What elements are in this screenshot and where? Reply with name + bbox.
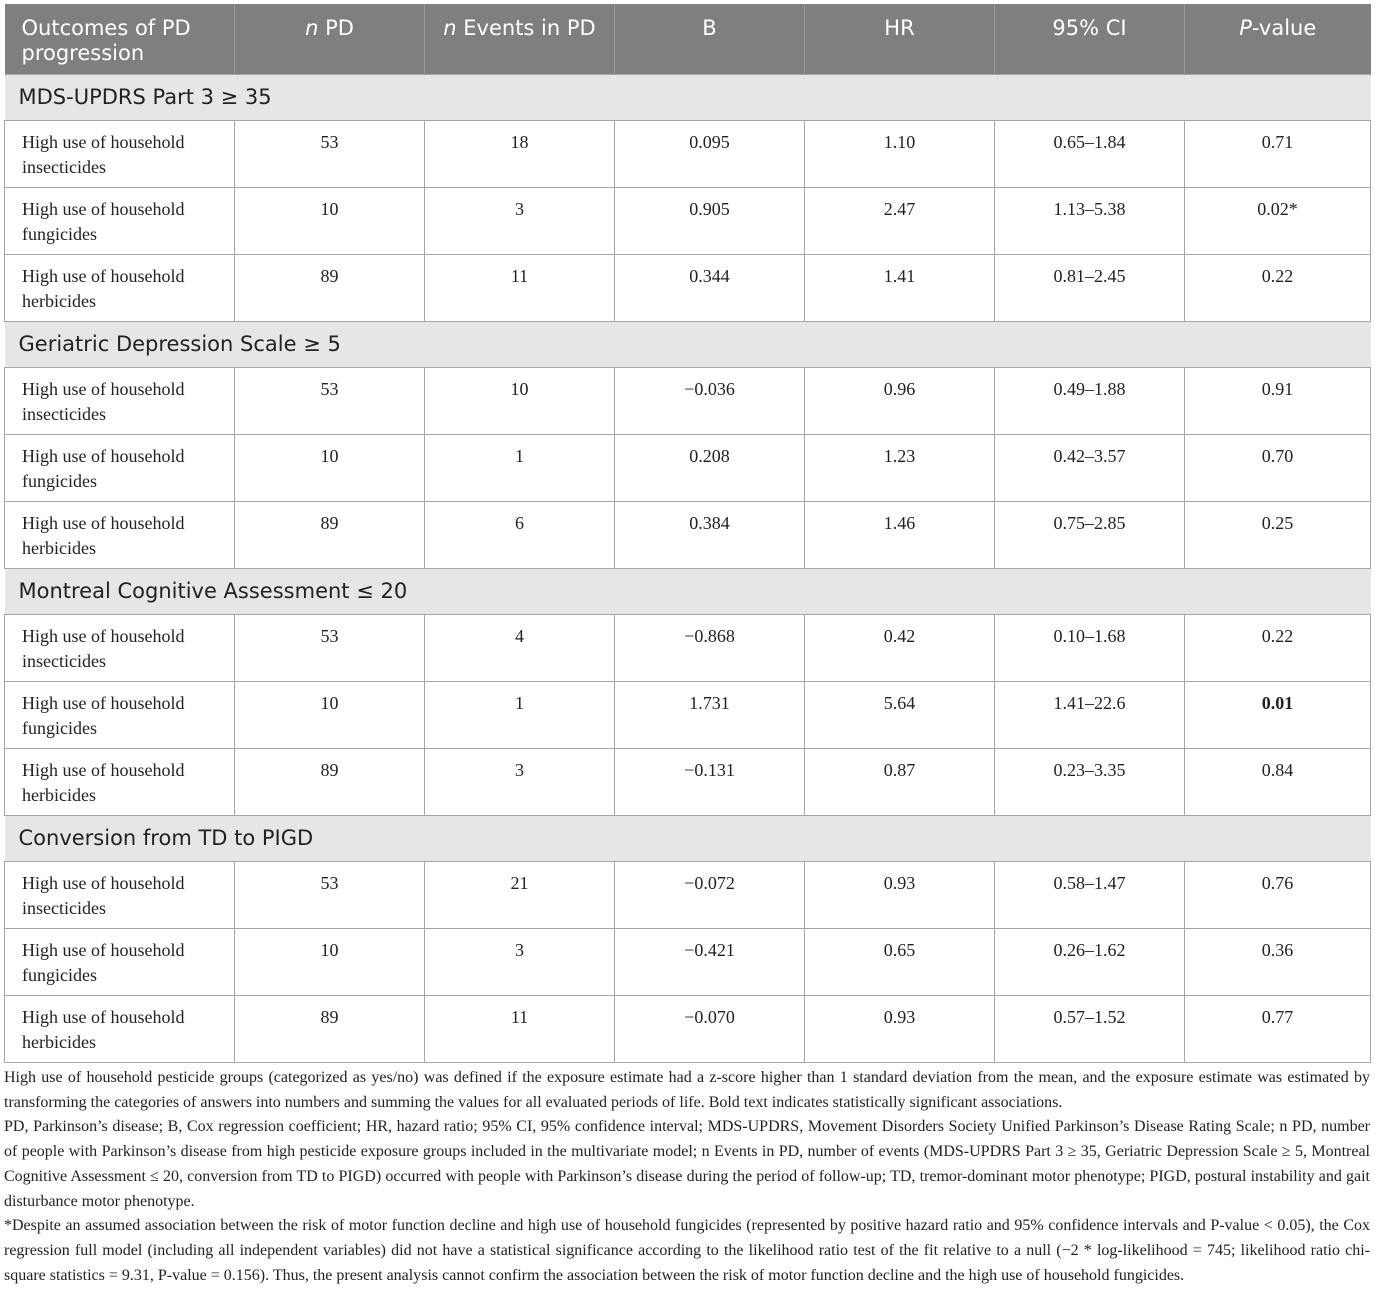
cell-n-pd: 89 — [235, 995, 425, 1062]
cell-label: High use of household fungicides — [5, 681, 235, 748]
cell-p-value: 0.84 — [1185, 748, 1371, 815]
footnote-definition: High use of household pesticide groups (categorized as yes/no) was defined if the exposure estimate had a z-score higher than 1 standard deviation from the mean, and the exposure estimate was estimated by transforming the categories of answers into numbers and summing the values for all evaluated periods of life. Bold text indicates statistically significant associations. — [4, 1069, 1370, 1111]
cell-n-events: 3 — [425, 928, 615, 995]
results-table-wrapper — [4, 4, 1370, 1063]
cell-p-value: 0.22 — [1185, 614, 1371, 681]
group-header-row — [5, 321, 1371, 367]
cell-label: High use of household herbicides — [5, 748, 235, 815]
cell-n-pd: 10 — [235, 681, 425, 748]
cell-n-pd: 53 — [235, 120, 425, 187]
table-row — [5, 120, 1371, 187]
cell-n-events: 10 — [425, 367, 615, 434]
cell-label: High use of household herbicides — [5, 254, 235, 321]
cell-b: 0.344 — [615, 254, 805, 321]
cell-n-pd: 10 — [235, 434, 425, 501]
cell-ci: 0.42–3.57 — [995, 434, 1185, 501]
header-b: B — [615, 4, 805, 74]
table-row — [5, 367, 1371, 434]
table-row — [5, 861, 1371, 928]
cell-b: −0.421 — [615, 928, 805, 995]
cell-p-value: 0.25 — [1185, 501, 1371, 568]
table-body — [5, 74, 1371, 1062]
cell-n-pd: 53 — [235, 861, 425, 928]
cell-n-events: 6 — [425, 501, 615, 568]
header-ci: 95% CI — [995, 4, 1185, 74]
group-title: Geriatric Depression Scale ≥ 5 — [5, 321, 1371, 367]
cell-hr: 1.10 — [805, 120, 995, 187]
cell-n-events: 3 — [425, 748, 615, 815]
cell-ci: 0.81–2.45 — [995, 254, 1185, 321]
cell-b: −0.070 — [615, 995, 805, 1062]
results-table — [4, 4, 1371, 1063]
cell-label: High use of household herbicides — [5, 995, 235, 1062]
header-n-pd-rest: PD — [318, 16, 354, 40]
cell-b: −0.868 — [615, 614, 805, 681]
header-n-pd — [235, 4, 425, 74]
cell-label: High use of household insecticides — [5, 861, 235, 928]
cell-label: High use of household insecticides — [5, 367, 235, 434]
cell-p-value: 0.77 — [1185, 995, 1371, 1062]
table-row — [5, 187, 1371, 254]
header-n-events — [425, 4, 615, 74]
cell-label: High use of household fungicides — [5, 187, 235, 254]
cell-p-value: 0.02* — [1185, 187, 1371, 254]
cell-n-events: 11 — [425, 995, 615, 1062]
cell-n-events: 1 — [425, 434, 615, 501]
cell-hr: 5.64 — [805, 681, 995, 748]
table-row — [5, 748, 1371, 815]
header-n-events-rest: Events in PD — [456, 16, 596, 40]
cell-b: 0.095 — [615, 120, 805, 187]
cell-hr: 2.47 — [805, 187, 995, 254]
group-title: Conversion from TD to PIGD — [5, 815, 1371, 861]
cell-hr: 0.87 — [805, 748, 995, 815]
table-row — [5, 434, 1371, 501]
cell-p-value: 0.22 — [1185, 254, 1371, 321]
cell-n-pd: 89 — [235, 501, 425, 568]
cell-hr: 1.46 — [805, 501, 995, 568]
cell-p-value: 0.76 — [1185, 861, 1371, 928]
footnote-abbreviations: PD, Parkinson’s disease; B, Cox regression coefficient; HR, hazard ratio; 95% CI, 95% confidence interval; MDS-UPDRS, Movement Disorders Society Unified Parkinson’s Disease Rating Scale; n PD, number of people with Parkinson’s disease from high pesticide exposure groups included in the multivariate model; n Events in PD, number of events (MDS-UPDRS Part 3 ≥ 35, Geriatric Depression Scale ≥ 5, Montreal Cognitive Assessment ≤ 20, conversion from TD to PIGD) occurred with people with Parkinson’s disease during the period of follow-up; TD, tremor-dominant motor phenotype; PIGD, postural instability and gait disturbance motor phenotype. — [4, 1118, 1370, 1210]
cell-b: 0.208 — [615, 434, 805, 501]
header-p-rest: -value — [1251, 16, 1317, 40]
cell-n-events: 1 — [425, 681, 615, 748]
cell-n-pd: 10 — [235, 928, 425, 995]
cell-hr: 0.42 — [805, 614, 995, 681]
header-n-events-italic: n — [443, 16, 457, 40]
cell-label: High use of household fungicides — [5, 928, 235, 995]
cell-n-events: 3 — [425, 187, 615, 254]
cell-ci: 1.41–22.6 — [995, 681, 1185, 748]
group-title: Montreal Cognitive Assessment ≤ 20 — [5, 568, 1371, 614]
cell-n-events: 18 — [425, 120, 615, 187]
cell-hr: 0.93 — [805, 995, 995, 1062]
cell-b: 0.384 — [615, 501, 805, 568]
table-header-row — [5, 4, 1371, 74]
cell-b: −0.072 — [615, 861, 805, 928]
cell-p-value: 0.70 — [1185, 434, 1371, 501]
cell-ci: 0.58–1.47 — [995, 861, 1185, 928]
header-n-pd-italic: n — [305, 16, 319, 40]
cell-n-events: 4 — [425, 614, 615, 681]
cell-hr: 1.23 — [805, 434, 995, 501]
cell-n-pd: 53 — [235, 614, 425, 681]
header-p-value — [1185, 4, 1371, 74]
cell-b: 0.905 — [615, 187, 805, 254]
group-header-row — [5, 815, 1371, 861]
cell-label: High use of household insecticides — [5, 614, 235, 681]
cell-p-value: 0.01 — [1185, 681, 1371, 748]
cell-n-pd: 89 — [235, 748, 425, 815]
header-p-italic: P — [1239, 16, 1252, 40]
cell-n-pd: 89 — [235, 254, 425, 321]
table-row — [5, 254, 1371, 321]
table-row — [5, 681, 1371, 748]
group-header-row — [5, 74, 1371, 120]
cell-ci: 0.57–1.52 — [995, 995, 1185, 1062]
cell-label: High use of household fungicides — [5, 434, 235, 501]
cell-b: −0.036 — [615, 367, 805, 434]
cell-p-value: 0.71 — [1185, 120, 1371, 187]
cell-ci: 0.49–1.88 — [995, 367, 1185, 434]
cell-n-pd: 10 — [235, 187, 425, 254]
cell-hr: 0.65 — [805, 928, 995, 995]
table-row — [5, 995, 1371, 1062]
cell-ci: 1.13–5.38 — [995, 187, 1185, 254]
cell-hr: 1.41 — [805, 254, 995, 321]
table-row — [5, 928, 1371, 995]
cell-p-value: 0.91 — [1185, 367, 1371, 434]
table-footnotes — [4, 1066, 1370, 1288]
cell-p-value: 0.36 — [1185, 928, 1371, 995]
table-row — [5, 614, 1371, 681]
cell-n-events: 21 — [425, 861, 615, 928]
cell-label: High use of household herbicides — [5, 501, 235, 568]
group-title: MDS-UPDRS Part 3 ≥ 35 — [5, 74, 1371, 120]
cell-n-pd: 53 — [235, 367, 425, 434]
cell-ci: 0.75–2.85 — [995, 501, 1185, 568]
table-row — [5, 501, 1371, 568]
header-outcomes: Outcomes of PD progression — [5, 4, 235, 74]
footnote-asterisk: *Despite an assumed association between the risk of motor function decline and high use of household fungicides (represented by positive hazard ratio and 95% confidence intervals and P-value < 0.05), the Cox regression full model (including all independent variables) did not have a statistical significance according to the likelihood ratio test of the fit relative to a null (−2 * log-likelihood = 745; likelihood ratio chi-square statistics = 9.31, P-value = 0.156). Thus, the present analysis cannot confirm the association between the risk of motor function decline and the high use of household fungicides. — [4, 1217, 1370, 1284]
header-hr: HR — [805, 4, 995, 74]
cell-n-events: 11 — [425, 254, 615, 321]
cell-label: High use of household insecticides — [5, 120, 235, 187]
cell-hr: 0.96 — [805, 367, 995, 434]
cell-hr: 0.93 — [805, 861, 995, 928]
cell-b: 1.731 — [615, 681, 805, 748]
cell-ci: 0.26–1.62 — [995, 928, 1185, 995]
cell-ci: 0.10–1.68 — [995, 614, 1185, 681]
cell-b: −0.131 — [615, 748, 805, 815]
cell-ci: 0.65–1.84 — [995, 120, 1185, 187]
cell-ci: 0.23–3.35 — [995, 748, 1185, 815]
group-header-row — [5, 568, 1371, 614]
